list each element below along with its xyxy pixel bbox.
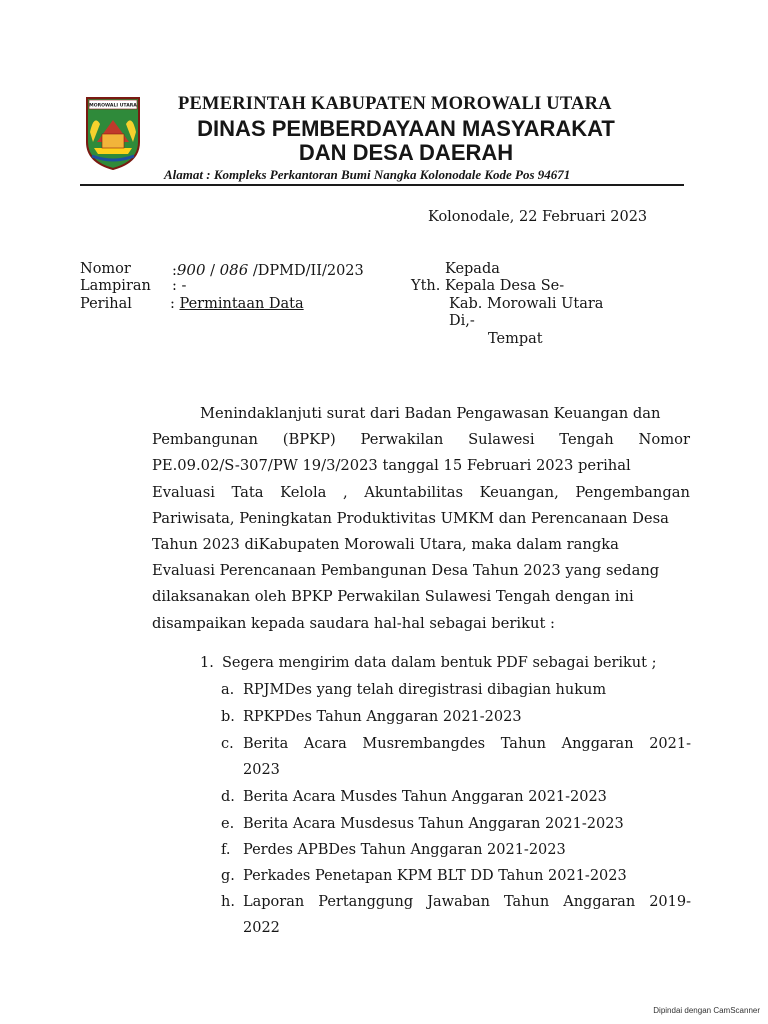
body-line-4: Evaluasi Tata Kelola , Akuntabilitas Keuangan, Pengembangan bbox=[152, 483, 690, 501]
kop-government-name: PEMERINTAH KABUPATEN MOROWALI UTARA bbox=[178, 94, 612, 114]
sublist-letter-d: d. bbox=[221, 789, 235, 805]
sublist-letter-a: a. bbox=[221, 682, 235, 698]
nomor-handwritten-2: 086 bbox=[219, 261, 249, 279]
sublist-item-b: RPKPDes Tahun Anggaran 2021-2023 bbox=[243, 709, 522, 725]
recipient-tempat: Tempat bbox=[488, 331, 543, 347]
sublist-letter-e: e. bbox=[221, 816, 235, 832]
sublist-item-e: Berita Acara Musdesus Tahun Anggaran 2021-2023 bbox=[243, 816, 624, 832]
body-line-2: Pembangunan (BPKP) Perwakilan Sulawesi Tengah Nomor bbox=[152, 431, 690, 449]
nomor-value bbox=[172, 261, 364, 279]
perihal-value: Permintaan Data bbox=[179, 296, 304, 312]
lampiran-label: Lampiran bbox=[80, 278, 151, 294]
sublist-letter-b: b. bbox=[221, 709, 235, 725]
list-item-1-text: Segera mengirim data dalam bentuk PDF sebagai berikut ; bbox=[222, 655, 657, 671]
body-line-7: Evaluasi Perencanaan Pembangunan Desa Tahun 2023 yang sedang bbox=[152, 562, 660, 580]
sublist-item-h: Laporan Pertanggung Jawaban Tahun Anggaran 2019- bbox=[243, 894, 691, 910]
lampiran-value: : - bbox=[172, 278, 187, 294]
recipient-kepada: Kepada bbox=[445, 261, 500, 277]
perihal-colon: : bbox=[170, 296, 180, 312]
nomor-colon: : bbox=[172, 263, 177, 279]
sublist-letter-c: c. bbox=[221, 736, 234, 752]
body-paragraph bbox=[152, 401, 690, 637]
perihal-value-row bbox=[170, 296, 304, 312]
sublist-item-h-cont: 2022 bbox=[243, 920, 280, 936]
body-line-1: Menindaklanjuti surat dari Badan Pengawasan Keuangan dan bbox=[200, 405, 661, 422]
kop-divider-line bbox=[80, 184, 684, 186]
sublist-letter-f: f. bbox=[221, 842, 231, 858]
body-line-8: dilaksanakan oleh BPKP Perwakilan Sulawesi Tengah dengan ini bbox=[152, 588, 634, 606]
sublist-item-c-cont: 2023 bbox=[243, 762, 280, 778]
body-line-5: Pariwisata, Peningkatan Produktivitas UMKM dan Perencanaan Desa bbox=[152, 509, 669, 527]
sublist-item-a: RPJMDes yang telah diregistrasi dibagian hukum bbox=[243, 682, 607, 698]
body-line-6: Tahun 2023 diKabupaten Morowali Utara, maka dalam rangka bbox=[152, 535, 619, 553]
kop-agency-name-line2: DAN DESA DAERAH bbox=[298, 140, 514, 165]
kop-address: Alamat : Kompleks Perkantoran Bumi Nangka Kolonodale Kode Pos 94671 bbox=[164, 167, 571, 182]
nomor-rest: /DPMD/II/2023 bbox=[248, 263, 364, 279]
sublist-letter-g: g. bbox=[221, 868, 235, 884]
body-line-9: disampaikan kepada saudara hal-hal sebagai berikut : bbox=[152, 614, 555, 632]
logo-text: MOROWALI UTARA bbox=[89, 103, 137, 109]
nomor-handwritten-1: 900 bbox=[176, 261, 206, 279]
recipient-kab: Kab. Morowali Utara bbox=[449, 296, 604, 312]
list-number-1: 1. bbox=[200, 655, 214, 671]
body-line-3: PE.09.02/S-307/PW 19/3/2023 tanggal 15 Februari 2023 perihal bbox=[152, 457, 631, 475]
sublist-letter-h: h. bbox=[221, 894, 235, 910]
recipient-di: Di,- bbox=[449, 313, 475, 329]
place-date: Kolonodale, 22 Februari 2023 bbox=[428, 209, 648, 225]
sublist-item-g: Perkades Penetapan KPM BLT DD Tahun 2021-2023 bbox=[243, 868, 627, 884]
recipient-yth: Yth. Kepala Desa Se- bbox=[411, 278, 565, 294]
sublist-item-c: Berita Acara Musrembangdes Tahun Anggaran 2021- bbox=[243, 736, 691, 752]
sublist-item-f: Perdes APBDes Tahun Anggaran 2021-2023 bbox=[243, 842, 566, 858]
nomor-slash: / bbox=[205, 263, 220, 279]
kop-agency-name-line1: DINAS PEMBERDAYAAN MASYARAKAT bbox=[197, 116, 615, 141]
sublist-item-d: Berita Acara Musdes Tahun Anggaran 2021-2023 bbox=[243, 789, 607, 805]
scanner-watermark: Dipindai dengan CamScanner bbox=[653, 1006, 760, 1015]
perihal-label: Perihal bbox=[80, 296, 132, 312]
nomor-label: Nomor bbox=[80, 261, 131, 277]
